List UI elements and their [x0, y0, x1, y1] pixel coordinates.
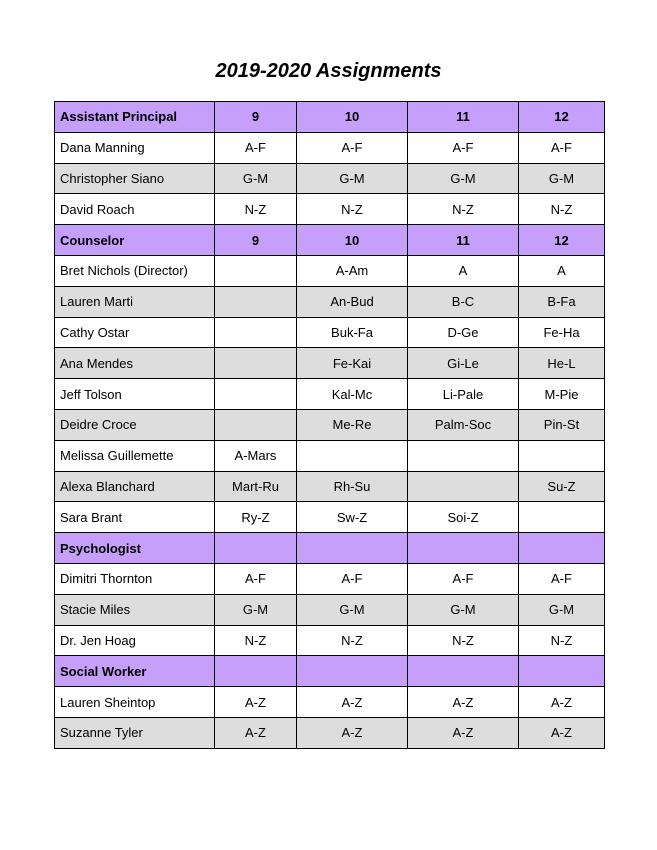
section-header-row [55, 102, 605, 133]
table-row [55, 563, 605, 594]
assignment-cell: A-F [215, 132, 297, 163]
assignment-cell: A-Z [519, 687, 605, 718]
staff-name-cell: Suzanne Tyler [55, 717, 215, 748]
grade-header-cell [519, 533, 605, 564]
table-row [55, 717, 605, 748]
grade-header-cell [408, 533, 519, 564]
staff-name-cell: Dimitri Thornton [55, 563, 215, 594]
assignment-cell: A-Am [297, 255, 408, 286]
assignment-cell: Sw-Z [297, 502, 408, 533]
table-row [55, 594, 605, 625]
assignment-cell: N-Z [215, 194, 297, 225]
staff-name-cell: Dr. Jen Hoag [55, 625, 215, 656]
assignment-cell: N-Z [408, 625, 519, 656]
assignment-cell: N-Z [215, 625, 297, 656]
table-row [55, 163, 605, 194]
section-title-cell: Social Worker [55, 656, 215, 687]
assignment-cell: A [408, 255, 519, 286]
assignment-cell: A-F [519, 563, 605, 594]
staff-name-cell: Deidre Croce [55, 409, 215, 440]
section-title-cell: Assistant Principal [55, 102, 215, 133]
grade-header-cell: 9 [215, 225, 297, 256]
assignment-cell: A-F [408, 563, 519, 594]
section-header-row [55, 225, 605, 256]
assignment-cell: A-F [215, 563, 297, 594]
assignment-cell: A-Z [519, 717, 605, 748]
grade-header-cell [215, 533, 297, 564]
staff-name-cell: David Roach [55, 194, 215, 225]
assignment-cell: N-Z [297, 194, 408, 225]
assignment-cell [215, 255, 297, 286]
assignment-cell: G-M [408, 163, 519, 194]
staff-name-cell: Christopher Siano [55, 163, 215, 194]
assignment-cell [215, 348, 297, 379]
table-row [55, 286, 605, 317]
assignment-cell: Kal-Mc [297, 379, 408, 410]
assignment-cell [215, 379, 297, 410]
grade-header-cell: 11 [408, 102, 519, 133]
staff-name-cell: Jeff Tolson [55, 379, 215, 410]
assignment-cell: A-Z [297, 717, 408, 748]
assignment-cell: G-M [408, 594, 519, 625]
grade-header-cell [297, 656, 408, 687]
assignment-cell: Fe-Kai [297, 348, 408, 379]
table-row [55, 255, 605, 286]
assignment-cell: He-L [519, 348, 605, 379]
assignment-cell: N-Z [519, 625, 605, 656]
assignment-cell [408, 471, 519, 502]
assignment-cell: Mart-Ru [215, 471, 297, 502]
assignment-cell [215, 286, 297, 317]
assignment-cell: Gi-Le [408, 348, 519, 379]
assignment-cell: Li-Pale [408, 379, 519, 410]
grade-header-cell [215, 656, 297, 687]
staff-name-cell: Dana Manning [55, 132, 215, 163]
assignment-cell: Me-Re [297, 409, 408, 440]
assignment-cell: A-Z [215, 717, 297, 748]
assignment-cell: G-M [519, 163, 605, 194]
grade-header-cell: 10 [297, 225, 408, 256]
grade-header-cell [297, 533, 408, 564]
assignment-cell [519, 502, 605, 533]
section-title-cell: Psychologist [55, 533, 215, 564]
table-row [55, 132, 605, 163]
table-row [55, 317, 605, 348]
section-title-cell: Counselor [55, 225, 215, 256]
assignment-cell: Rh-Su [297, 471, 408, 502]
page-title: 2019-2020 Assignments [215, 60, 442, 82]
assignment-cell: N-Z [297, 625, 408, 656]
grade-header-cell [408, 656, 519, 687]
assignment-cell: Soi-Z [408, 502, 519, 533]
assignment-cell: G-M [215, 594, 297, 625]
assignment-cell: A-F [408, 132, 519, 163]
grade-header-cell: 11 [408, 225, 519, 256]
grade-header-cell: 10 [297, 102, 408, 133]
assignments-table-body [55, 102, 605, 749]
staff-name-cell: Cathy Ostar [55, 317, 215, 348]
table-row [55, 625, 605, 656]
assignment-cell: A-F [297, 563, 408, 594]
assignment-cell [215, 317, 297, 348]
staff-name-cell: Bret Nichols (Director) [55, 255, 215, 286]
grade-header-cell: 12 [519, 102, 605, 133]
staff-name-cell: Stacie Miles [55, 594, 215, 625]
assignment-cell: N-Z [519, 194, 605, 225]
assignment-cell: A-Mars [215, 440, 297, 471]
assignment-cell: G-M [215, 163, 297, 194]
table-row [55, 379, 605, 410]
assignment-cell: A-Z [215, 687, 297, 718]
table-row [55, 409, 605, 440]
assignment-cell: B-C [408, 286, 519, 317]
staff-name-cell: Alexa Blanchard [55, 471, 215, 502]
staff-name-cell: Lauren Sheintop [55, 687, 215, 718]
assignment-cell: A-F [297, 132, 408, 163]
grade-header-cell: 12 [519, 225, 605, 256]
assignment-cell: G-M [297, 594, 408, 625]
table-row [55, 502, 605, 533]
assignment-cell [519, 440, 605, 471]
staff-name-cell: Melissa Guillemette [55, 440, 215, 471]
assignment-cell: An-Bud [297, 286, 408, 317]
assignment-cell: B-Fa [519, 286, 605, 317]
assignment-cell: D-Ge [408, 317, 519, 348]
assignment-cell: N-Z [408, 194, 519, 225]
assignment-cell: Su-Z [519, 471, 605, 502]
section-header-row [55, 533, 605, 564]
table-row [55, 194, 605, 225]
assignment-cell: Palm-Soc [408, 409, 519, 440]
assignment-cell: Fe-Ha [519, 317, 605, 348]
staff-name-cell: Sara Brant [55, 502, 215, 533]
grade-header-cell [519, 656, 605, 687]
section-header-row [55, 656, 605, 687]
grade-header-cell: 9 [215, 102, 297, 133]
table-row [55, 440, 605, 471]
assignment-cell: Pin-St [519, 409, 605, 440]
assignment-cell: Ry-Z [215, 502, 297, 533]
table-row [55, 348, 605, 379]
assignments-table [54, 101, 605, 749]
assignment-cell: A-F [519, 132, 605, 163]
assignment-cell [408, 440, 519, 471]
assignment-cell [297, 440, 408, 471]
staff-name-cell: Ana Mendes [55, 348, 215, 379]
assignment-cell: G-M [519, 594, 605, 625]
staff-name-cell: Lauren Marti [55, 286, 215, 317]
table-row [55, 471, 605, 502]
assignment-cell: M-Pie [519, 379, 605, 410]
assignment-cell: A-Z [408, 717, 519, 748]
assignment-cell: G-M [297, 163, 408, 194]
assignment-cell: Buk-Fa [297, 317, 408, 348]
table-row [55, 687, 605, 718]
assignment-cell: A [519, 255, 605, 286]
assignment-cell: A-Z [408, 687, 519, 718]
assignment-cell: A-Z [297, 687, 408, 718]
assignment-cell [215, 409, 297, 440]
